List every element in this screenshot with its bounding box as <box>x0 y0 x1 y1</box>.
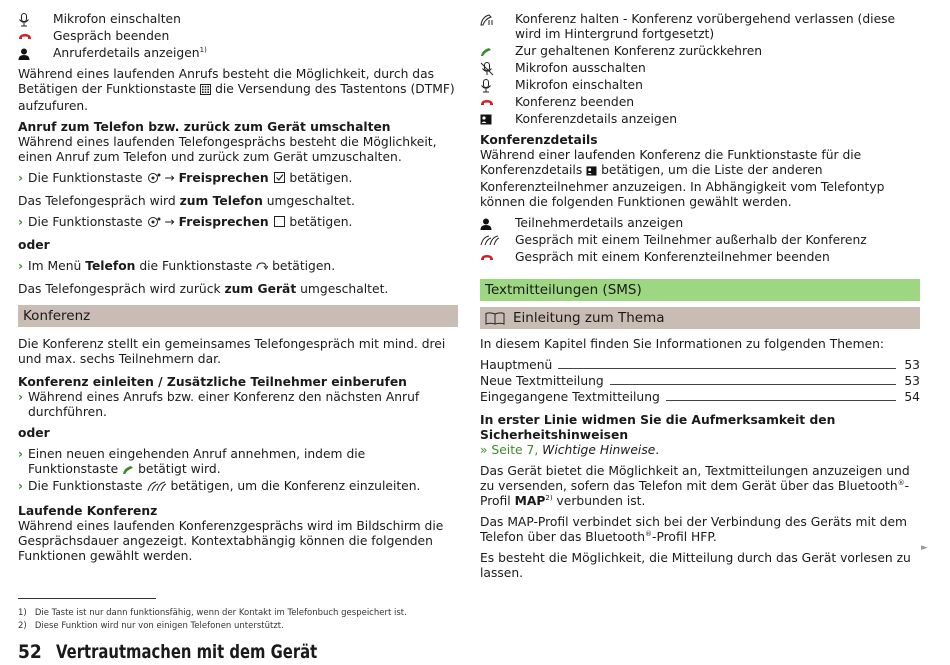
conference-icon <box>147 481 167 496</box>
microphone-icon <box>18 12 53 27</box>
icon-item-label: Mikrofon einschalten <box>53 12 181 26</box>
arrow-icon: › <box>18 479 24 493</box>
icon-item-label: Konferenzdetails anzeigen <box>515 112 678 126</box>
footnote: 2) Diese Funktion wird nur von einigen Telefonen unterstützt. <box>18 621 284 631</box>
arrow-icon: › <box>18 259 24 273</box>
book-icon <box>485 312 505 325</box>
section-heading-sms: Textmitteilungen (SMS) <box>480 279 920 301</box>
icon-item-label: Konferenz beenden <box>515 95 635 109</box>
heading-conference-details: Konferenzdetails <box>480 133 598 147</box>
arrow-icon: › <box>18 447 24 461</box>
step-item: › Die Funktionstaste → Freisprechen betätigen. <box>18 171 458 188</box>
icon-list-item <box>480 233 920 248</box>
icon-item-label: Gespräch beenden <box>53 29 170 43</box>
person-icon <box>480 216 515 231</box>
icon-list-item <box>18 46 458 61</box>
hang-up-icon <box>18 29 53 44</box>
paragraph-conference: Die Konferenz stellt ein gemeinsames Telefongespräch mit mind. drei und max. sechs Teilnehmern dar. <box>18 337 446 366</box>
page-link[interactable]: » Seite 7, <box>480 443 539 457</box>
icon-item-label: Mikrofon einschalten <box>515 78 643 92</box>
person-icon <box>18 46 53 61</box>
step-item: › Die Funktionstaste betätigen, um die Konferenz einzuleiten. <box>18 479 458 496</box>
icon-item-label: Mikrofon ausschalten <box>515 61 646 75</box>
arrow-icon: › <box>18 215 24 229</box>
icon-list-item <box>480 44 920 59</box>
checkbox-unchecked-icon <box>274 216 285 227</box>
heading-switch: Anruf zum Telefon bzw. zurück zum Gerät umschalten <box>18 120 391 134</box>
heading-conference-start: Konferenz einleiten / Zusätzliche Teilnehmer einberufen <box>18 375 407 389</box>
transfer-icon <box>256 261 268 276</box>
icon-list-item <box>480 61 920 76</box>
paragraph-running-conference: Während eines laufenden Konferenzgesprächs wird im Bildschirm die Gesprächsdauer angezeigt. Kontextabhängig können die folgenden Funktionen gewählt werden. <box>18 519 444 563</box>
hold-icon <box>480 12 515 27</box>
paragraph-intro: In diesem Kapitel finden Sie Informationen zu folgenden Themen: <box>480 337 885 351</box>
icon-list-item <box>480 250 920 265</box>
page-title: Vertrautmachen mit dem Gerät <box>56 641 318 663</box>
paragraph-map: Das MAP-Profil verbindet sich bei der Verbindung des Geräts mit dem Telefon über das Bluetooth®-Profil HFP. <box>480 515 908 544</box>
toc-entry[interactable]: Neue Textmitteilung 53 <box>480 374 920 388</box>
section-heading-konferenz: Konferenz <box>18 305 458 327</box>
oder-label: oder <box>18 426 50 440</box>
toc-entry[interactable]: Eingegangene Textmitteilung 54 <box>480 390 920 404</box>
paragraph-dtmf: Während eines laufenden Anrufs besteht die Möglichkeit, durch das Betätigen der Funktionstaste die Versendung des Tastentons (DTMF) aufzufuren. <box>18 67 455 113</box>
keypad-icon <box>200 84 211 99</box>
icon-list-item <box>480 12 920 42</box>
settings-icon <box>147 216 161 232</box>
hang-up-icon <box>480 95 515 110</box>
icon-item-label: Gespräch mit einem Konferenzteilnehmer beenden <box>515 250 830 264</box>
icon-list-item <box>480 95 920 110</box>
icon-item-label: Zur gehaltenen Konferenz zurückkehren <box>515 44 763 58</box>
mute-icon <box>480 61 515 76</box>
left-column <box>18 12 458 570</box>
paragraph-switch: Während eines laufenden Telefongesprächs besteht die Möglichkeit, einen Anruf zum Telefon und zurück zum Gerät umzuschalten. <box>18 135 437 164</box>
paragraph-safety: » Seite 7, Wichtige Hinweise. <box>480 443 660 457</box>
heading-safety: In erster Linie widmen Sie die Aufmerksamkeit den Sicherheitshinweisen <box>480 413 836 442</box>
resume-call-icon <box>480 44 515 59</box>
icon-item-label: Konferenz halten - Konferenz vorübergehend verlassen (diese wird im Hintergrund fortgesetzt) <box>515 12 896 41</box>
contact-card-icon <box>480 112 515 127</box>
microphone-icon <box>480 78 515 93</box>
paragraph-to-phone: Das Telefongespräch wird zum Telefon umgeschaltet. <box>18 194 355 208</box>
paragraph-read-aloud: Es besteht die Möglichkeit, die Mitteilung durch das Gerät vorlesen zu lassen. <box>480 551 911 580</box>
footnote-rule <box>18 598 156 599</box>
private-call-icon <box>480 233 515 248</box>
footnote: 1) Die Taste ist nur dann funktionsfähig, wenn der Kontakt im Telefonbuch gespeichert ist. <box>18 608 407 618</box>
toc-entry[interactable]: Hauptmenü 53 <box>480 358 920 372</box>
heading-running-conference: Laufende Konferenz <box>18 504 158 518</box>
settings-icon <box>147 172 161 188</box>
icon-item-label: Teilnehmerdetails anzeigen <box>515 216 684 230</box>
paragraph-back: Das Telefongespräch wird zurück zum Gerät umgeschaltet. <box>18 282 389 296</box>
step-item: › Einen neuen eingehenden Anruf annehmen, indem die Funktionstaste betätigt wird. <box>18 447 458 479</box>
icon-list-item <box>480 78 920 93</box>
icon-list-item <box>480 216 920 231</box>
paragraph-device: Das Gerät bietet die Möglichkeit an, Textmitteilungen anzuzeigen und zu versenden, sofern das Telefon mit dem Gerät über das Bluetooth®-Profil MAP$^{2)}$ verbunden ist. <box>480 464 910 508</box>
step-item: › Die Funktionstaste → Freisprechen betätigen. <box>18 215 458 232</box>
continue-marker: ► <box>921 543 928 553</box>
right-column <box>480 12 920 587</box>
section-heading-intro: Einleitung zum Thema <box>480 307 920 329</box>
checkbox-checked-icon <box>274 172 285 183</box>
contact-card-icon <box>586 165 597 180</box>
icon-item-label: Gespräch mit einem Teilnehmer außerhalb der Konferenz <box>515 233 867 247</box>
icon-item-label: Anruferdetails anzeigen$^{1)}$ <box>53 45 207 60</box>
icon-list-item <box>480 112 920 127</box>
hang-up-icon <box>480 250 515 265</box>
step-item: › Im Menü Telefon die Funktionstaste betätigen. <box>18 259 458 276</box>
accept-call-icon <box>122 464 134 479</box>
arrow-icon: › <box>18 171 24 185</box>
icon-list-item <box>18 29 458 44</box>
arrow-icon: › <box>18 390 24 404</box>
paragraph-conference-details: Während einer laufenden Konferenz die Funktionstaste für die Konferenzdetails betätigen, um die Liste der anderen Konferenzteilnehmer anzuzeigen. In Abhängigkeit vom Telefontyp können die folgenden Funktionen gewählt werden. <box>480 148 885 209</box>
page-number: 52 <box>18 641 42 663</box>
icon-list-item <box>18 12 458 27</box>
step-item: › Während eines Anrufs bzw. einer Konferenz den nächsten Anruf durchführen. <box>18 390 420 419</box>
table-of-contents <box>480 358 920 405</box>
oder-label: oder <box>18 238 50 252</box>
